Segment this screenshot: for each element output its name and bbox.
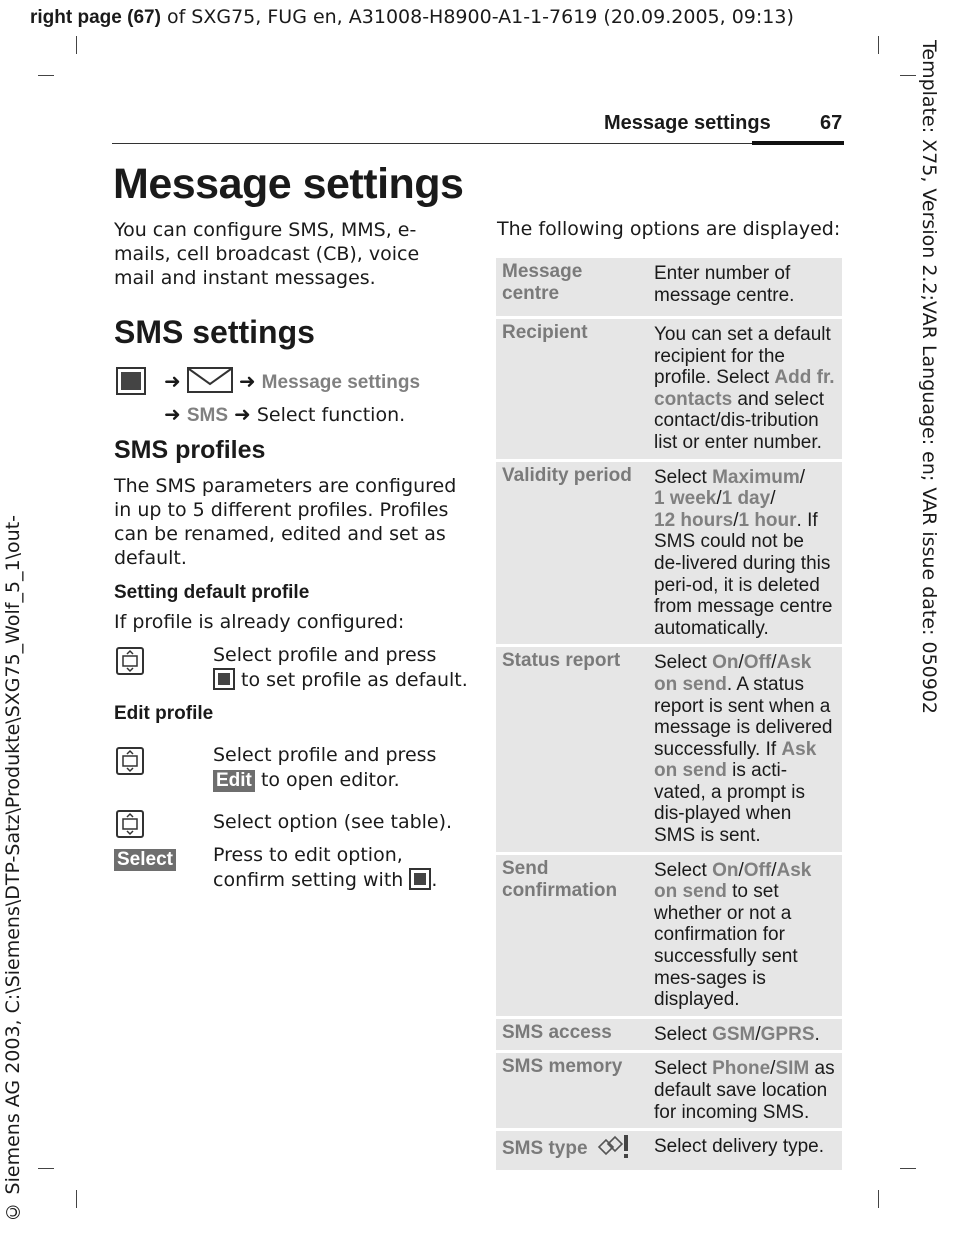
select-softkey-wrap	[114, 849, 176, 871]
production-line-rest: of SXG75, FUG en, A31008-H8900-A1-1-7619 (20.09.2005, 09:13)	[160, 6, 794, 28]
default-profile-heading: Setting default profile	[114, 582, 310, 603]
crop-mark	[38, 75, 54, 76]
path-step-message-settings: Message settings	[261, 372, 421, 393]
text-run: Select	[654, 859, 713, 881]
edit-step-3-text-b: confirm setting with	[213, 869, 404, 891]
option-label-text: SMS type	[502, 1138, 588, 1160]
option-description: Enter number of message centre.	[648, 258, 842, 316]
edit-step-3-text-c: .	[431, 869, 438, 891]
option-label: SMS memory	[496, 1053, 648, 1128]
separator: /	[716, 488, 722, 510]
option-label: Validity period	[496, 462, 648, 645]
edit-step-1-text-b: to open editor.	[260, 769, 400, 791]
intro-text: You can configure SMS, MMS, e-mails, cell broadcast (CB), voice mail and instant messages.	[114, 219, 420, 289]
sms-settings-heading: SMS settings	[114, 314, 315, 350]
center-key-icon	[213, 668, 235, 690]
menu-key-icon	[116, 367, 146, 395]
sms-profiles-text: The SMS parameters are configured in up to 5 different profiles. Profiles can be renamed, edited and set as default.	[114, 475, 457, 569]
option-description	[648, 647, 842, 851]
select-softkey: Select	[114, 849, 176, 871]
text-run: Select	[654, 1058, 713, 1080]
edit-step-1	[213, 743, 473, 793]
crop-mark	[900, 75, 916, 76]
edit-step-3-text-a: Press to edit option,	[213, 844, 403, 866]
text-run: is acti-vated, a prompt is dis-played when SMS is sent.	[654, 760, 806, 847]
option-label	[496, 1131, 648, 1170]
highlight-term: 1 week	[654, 488, 717, 510]
edit-step-1-text-a: Select profile and press	[213, 744, 437, 766]
separator: /	[738, 859, 744, 881]
default-step-text-a: Select profile and press	[213, 644, 437, 666]
highlight-term: 12 hours	[654, 509, 734, 531]
arrow-icon: ➜	[234, 402, 251, 426]
options-intro: The following options are displayed:	[497, 218, 841, 240]
default-step-text-b: to set profile as default.	[241, 669, 468, 691]
highlight-term: Add fr. contacts	[654, 367, 835, 410]
option-description: Select delivery type.	[648, 1131, 842, 1170]
separator: /	[799, 466, 806, 488]
option-description	[648, 1019, 842, 1051]
operator-dependent-icon	[595, 1134, 631, 1166]
path-end: Select function.	[256, 404, 406, 426]
edit-profile-heading: Edit profile	[114, 703, 214, 724]
crop-mark	[878, 1190, 879, 1208]
separator: /	[755, 1023, 761, 1045]
highlight-term: Phone	[712, 1058, 771, 1080]
text-run: Select	[654, 466, 713, 488]
option-label: SMS access	[496, 1019, 648, 1051]
default-step	[213, 643, 473, 693]
text-run: Select	[654, 652, 713, 674]
option-label: Recipient	[496, 319, 648, 459]
highlight-term: GPRS	[760, 1023, 815, 1045]
separator: /	[771, 859, 777, 881]
arrow-icon: ➜	[164, 402, 181, 426]
option-description	[648, 1053, 842, 1128]
arrow-icon: ➜	[238, 369, 256, 393]
options-table	[496, 255, 842, 1173]
highlight-term: SIM	[775, 1058, 810, 1080]
option-description	[648, 319, 842, 459]
separator: /	[770, 488, 776, 510]
highlight-term: Maximum	[712, 466, 800, 488]
option-label: Status report	[496, 647, 648, 851]
edit-step-3	[213, 843, 473, 893]
template-info: Template: X75, Version 2.2;VAR Language: en; VAR issue date: 050902	[918, 40, 940, 715]
text-run: and select contact/dis-tribution list or enter number.	[654, 388, 825, 453]
highlight-term: 1 day	[721, 488, 771, 510]
table-row	[496, 1019, 842, 1051]
option-description	[648, 462, 842, 645]
crop-mark	[38, 1168, 54, 1169]
page-title: Message settings	[113, 160, 464, 208]
center-key-icon	[409, 868, 431, 890]
arrow-icon: ➜	[164, 369, 181, 393]
navigation-path	[164, 366, 464, 429]
table-row	[496, 1131, 842, 1170]
separator: /	[733, 509, 739, 531]
text-run: . A status report is sent when a message is delivered successfully. If	[654, 673, 833, 760]
table-row	[496, 647, 842, 851]
crop-mark	[878, 36, 879, 54]
page-number: 67	[820, 112, 843, 134]
default-profile-intro: If profile is already configured:	[114, 611, 405, 633]
copyright-path: © Siemens AG 2003, C:\Siemens\DTP-Satz\Produkte\SXG75_Wolf_5_1\out-	[2, 515, 24, 1223]
crop-mark	[76, 1190, 77, 1208]
highlight-term: Ask on send	[654, 859, 812, 903]
path-step-sms: SMS	[186, 405, 228, 426]
envelope-icon	[187, 366, 233, 401]
nav-key-icon	[116, 810, 144, 838]
separator: /	[770, 1058, 776, 1080]
table-row	[496, 319, 842, 459]
highlight-term: 1 hour	[738, 509, 797, 531]
option-label: Message centre	[496, 258, 648, 316]
highlight-term: Off	[743, 859, 772, 881]
highlight-term: Off	[743, 652, 772, 674]
crop-mark	[900, 1168, 916, 1169]
text-run: You can set a default recipient for the profile. Select	[654, 324, 831, 389]
text-run: . If SMS could not be de-livered during this peri-od, it is deleted from message centre automatically.	[654, 509, 833, 639]
table-row	[496, 258, 842, 316]
running-header-section: Message settings	[604, 112, 771, 134]
highlight-term: Ask on send	[654, 652, 812, 695]
table-row	[496, 462, 842, 645]
option-label: Send confirmation	[496, 855, 648, 1016]
table-row	[496, 855, 842, 1016]
highlight-term: GSM	[712, 1023, 756, 1045]
header-rule	[112, 143, 844, 144]
sms-profiles-heading: SMS profiles	[114, 436, 266, 464]
header-rule-thick	[752, 141, 844, 145]
production-line	[30, 6, 794, 29]
table-row	[496, 1053, 842, 1128]
highlight-term: On	[712, 859, 739, 881]
crop-mark	[76, 36, 77, 54]
separator: /	[771, 652, 777, 674]
text-run: .	[814, 1023, 820, 1045]
text-run: as default save location for incoming SMS.	[654, 1058, 835, 1123]
nav-key-icon	[116, 647, 144, 675]
edit-step-2: Select option (see table).	[213, 811, 453, 833]
production-line-bold: right page (67)	[30, 7, 161, 28]
option-description	[648, 855, 842, 1016]
separator: /	[738, 652, 744, 674]
highlight-term: On	[712, 652, 739, 674]
text-run: to set whether or not a confirmation for successfully sent mes-sages is displayed.	[654, 881, 798, 1011]
text-run: Select	[654, 1023, 713, 1045]
highlight-term: Ask on send	[654, 738, 817, 782]
nav-key-icon	[116, 747, 144, 775]
edit-softkey: Edit	[213, 770, 255, 792]
